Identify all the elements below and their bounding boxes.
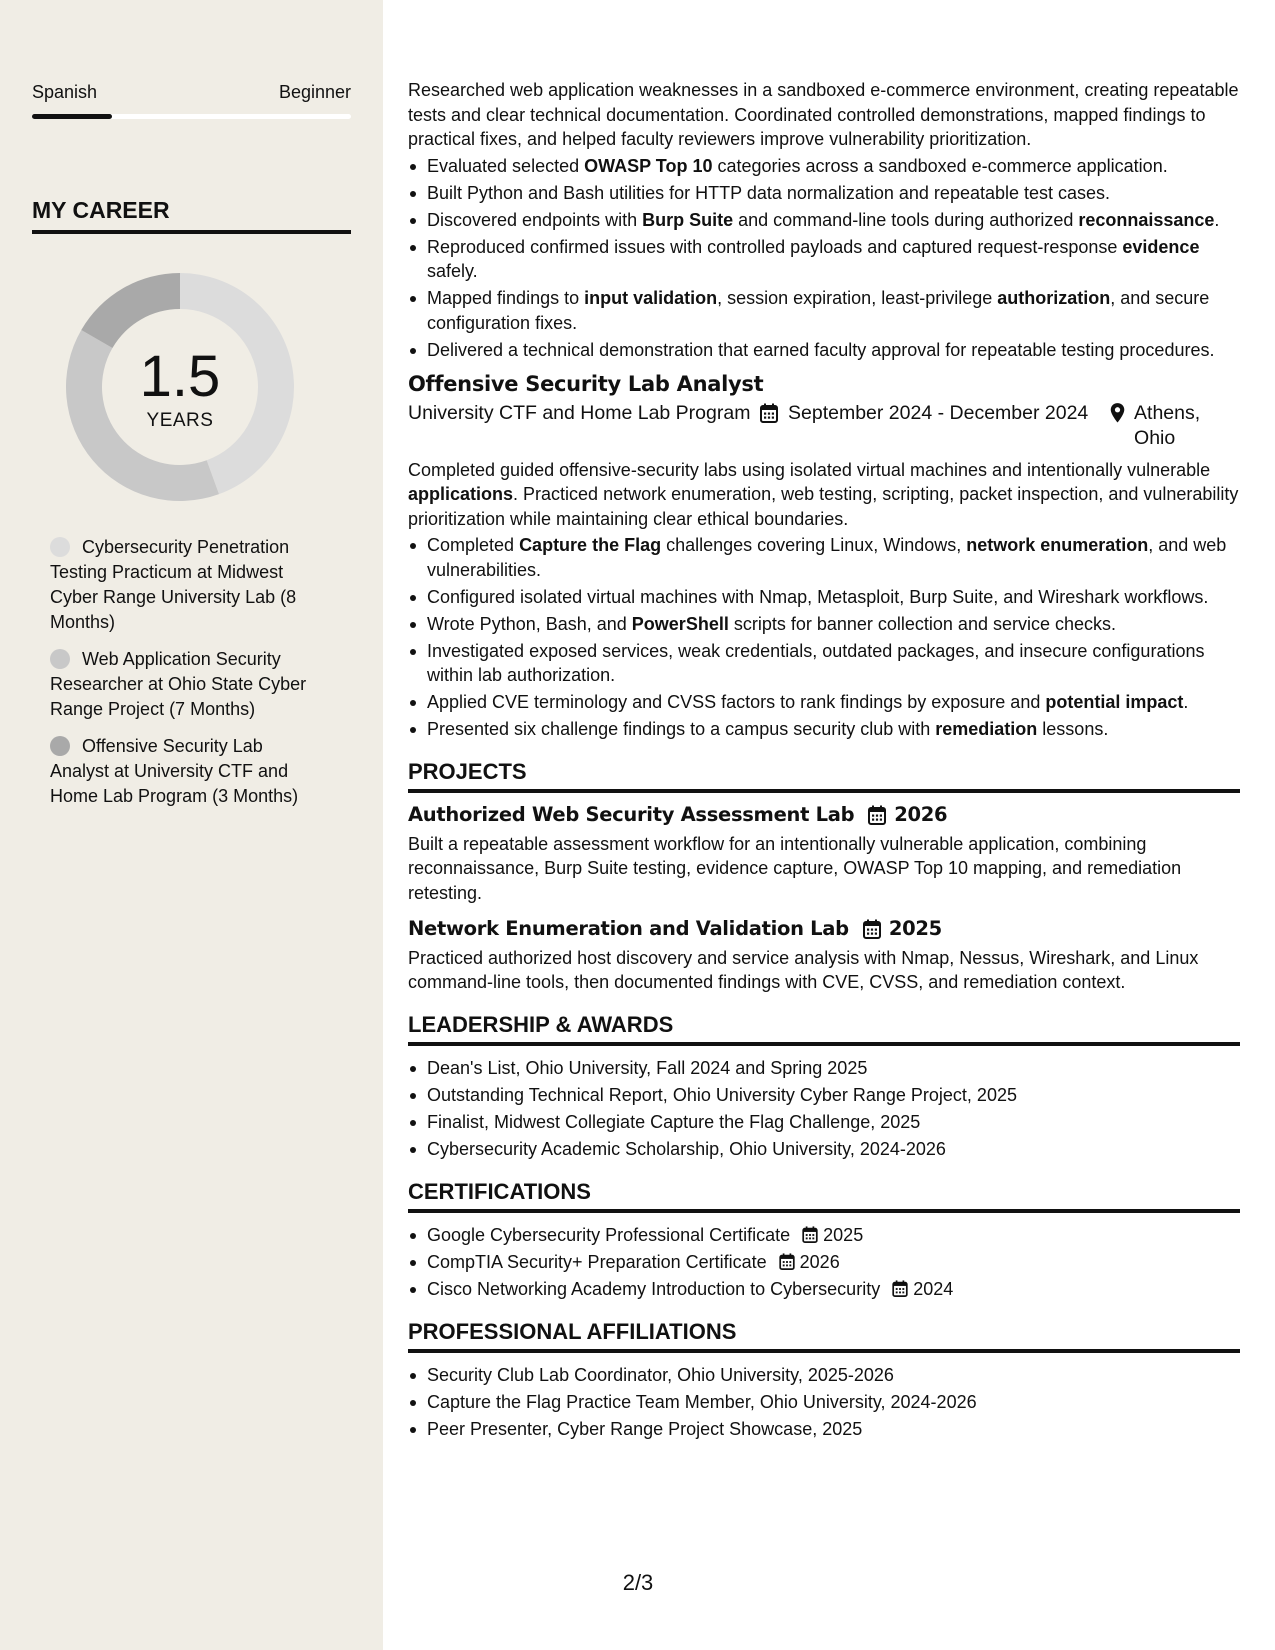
sidebar — [0, 0, 383, 1650]
certifications-section — [408, 1180, 1240, 1302]
project-item — [408, 803, 1240, 905]
affiliations-section — [408, 1320, 1240, 1442]
certification-date — [802, 1225, 863, 1245]
bullet-item: Applied CVE terminology and CVSS factors to rank findings by exposure and potential impact. — [408, 690, 1240, 715]
career-item-text: Cybersecurity Penetration Testing Practicum at Midwest Cyber Range University Lab (8 Months) — [50, 537, 297, 632]
role-meta — [408, 401, 1240, 451]
career-legend-dot — [50, 736, 70, 756]
certification-year: 2024 — [913, 1279, 954, 1299]
project-year: 2025 — [888, 917, 942, 940]
career-total-unit: YEARS — [146, 410, 214, 431]
role-summary: Completed guided offensive-security labs using isolated virtual machines and intentionally vulnerable applications. Practiced network enumeration, web testing, scripting, packet inspection, and vulnerability prioritization while maintaining clear ethical boundaries. — [408, 459, 1239, 529]
calendar-icon — [802, 1226, 818, 1243]
list-item: Capture the Flag Practice Team Member, Ohio University, 2024-2026 — [408, 1390, 1240, 1415]
language-level-bar — [32, 114, 351, 119]
affiliations-list — [408, 1363, 1240, 1442]
emphasis: evidence — [1122, 236, 1200, 257]
bullet-item: Built Python and Bash utilities for HTTP data normalization and repeatable test cases. — [408, 181, 1240, 206]
language-name: Spanish — [32, 82, 98, 102]
emphasis: PowerShell — [631, 613, 729, 634]
language-row — [32, 82, 351, 103]
list-item: Outstanding Technical Report, Ohio University Cyber Range Project, 2025 — [408, 1083, 1240, 1108]
bullet-item: Completed Capture the Flag challenges covering Linux, Windows, network enumeration, and web vulnerabilities. — [408, 533, 1240, 582]
role-dates — [760, 401, 1110, 451]
emphasis: applications — [408, 484, 514, 504]
project-item — [408, 917, 1240, 995]
emphasis: input validation — [584, 288, 718, 308]
career-legend-dot — [50, 649, 70, 669]
emphasis: Capture the Flag — [519, 535, 662, 555]
certifications-list — [408, 1223, 1240, 1302]
project-title-text: Network Enumeration and Validation Lab — [408, 917, 849, 940]
certification-name: CompTIA Security+ Preparation Certificate — [427, 1252, 767, 1272]
language-level: Beginner — [278, 82, 351, 102]
list-item — [408, 1277, 1240, 1302]
list-item — [408, 1250, 1240, 1275]
role-location — [1110, 401, 1240, 451]
role-bullets — [408, 533, 1240, 742]
list-item — [408, 1223, 1240, 1248]
leadership-section — [408, 1013, 1240, 1162]
list-item: Peer Presenter, Cyber Range Project Showcase, 2025 — [408, 1417, 1240, 1442]
emphasis: reconnaissance — [1078, 209, 1215, 230]
projects-section — [408, 760, 1240, 995]
map-pin-icon — [1110, 402, 1125, 424]
section-heading: PROJECTS — [408, 760, 1240, 794]
certification-year: 2025 — [823, 1225, 864, 1245]
career-legend-dot — [50, 537, 70, 557]
emphasis: authorization — [997, 288, 1111, 308]
bullet-item: Reproduced confirmed issues with controlled payloads and captured request-response evidence safely. — [408, 235, 1240, 284]
certification-date — [779, 1252, 840, 1272]
certification-year: 2026 — [799, 1252, 840, 1272]
calendar-icon — [760, 403, 778, 423]
calendar-icon — [779, 1253, 795, 1270]
list-item: Security Club Lab Coordinator, Ohio University, 2025-2026 — [408, 1363, 1240, 1388]
bullet-item: Investigated exposed services, weak credentials, outdated packages, and insecure configurations within lab authorization. — [408, 639, 1240, 688]
emphasis: OWASP Top 10 — [584, 155, 713, 176]
bullet-item: Delivered a technical demonstration that earned faculty approval for repeatable testing procedures. — [408, 338, 1240, 363]
career-item — [50, 734, 320, 809]
project-description: Practiced authorized host discovery and service analysis with Nmap, Nessus, Wireshark, and Linux command-line tools, then documented findings with CVE, CVSS, and remediation context. — [408, 947, 1199, 992]
emphasis: Burp Suite — [642, 209, 734, 230]
bullet-item: Wrote Python, Bash, and PowerShell scripts for banner collection and service checks. — [408, 612, 1240, 637]
bullet-item: Discovered endpoints with Burp Suite and command-line tools during authorized reconnaissance. — [408, 208, 1240, 233]
section-heading: PROFESSIONAL AFFILIATIONS — [408, 1320, 1240, 1354]
donut-slice-3 — [81, 273, 180, 348]
experience-previous-role — [408, 78, 1240, 362]
bullet-item: Evaluated selected OWASP Top 10 categories across a sandboxed e-commerce application. — [408, 154, 1240, 179]
bullet-item: Mapped findings to input validation, session expiration, least-privilege authorization, and secure configuration fixes. — [408, 286, 1240, 335]
role-organization: University CTF and Home Lab Program — [408, 401, 751, 424]
calendar-icon — [863, 919, 881, 939]
main-content — [408, 78, 1240, 1444]
emphasis: remediation — [935, 719, 1038, 739]
career-item-text: Offensive Security Lab Analyst at University CTF and Home Lab Program (3 Months) — [50, 736, 299, 806]
calendar-icon — [892, 1280, 908, 1297]
list-item: Finalist, Midwest Collegiate Capture the Flag Challenge, 2025 — [408, 1110, 1240, 1135]
list-item: Cybersecurity Academic Scholarship, Ohio University, 2024-2026 — [408, 1137, 1240, 1162]
career-list — [50, 535, 320, 821]
list-item: Dean's List, Ohio University, Fall 2024 and Spring 2025 — [408, 1056, 1240, 1081]
career-item — [50, 647, 320, 722]
project-title-text: Authorized Web Security Assessment Lab — [408, 803, 855, 826]
project-year: 2026 — [894, 803, 948, 826]
page-number: 2/3 — [622, 1570, 654, 1595]
section-heading: LEADERSHIP & AWARDS — [408, 1013, 1240, 1047]
bullet-item: Configured isolated virtual machines with Nmap, Metasploit, Burp Suite, and Wireshark workflows. — [408, 585, 1240, 610]
career-total-value: 1.5 — [139, 344, 221, 409]
career-item — [50, 535, 320, 635]
certification-name: Google Cybersecurity Professional Certificate — [427, 1225, 791, 1245]
section-heading: CERTIFICATIONS — [408, 1180, 1240, 1214]
project-title — [408, 917, 1240, 942]
project-description: Built a repeatable assessment workflow for an intentionally vulnerable application, combining reconnaissance, Burp Suite testing, evidence capture, OWASP Top 10 mapping, and remediation retesting. — [408, 833, 1182, 903]
calendar-icon — [868, 805, 886, 825]
role-bullets — [408, 154, 1240, 363]
career-item-text: Web Application Security Researcher at Ohio State Cyber Range Project (7 Months) — [50, 649, 307, 719]
role-summary: Researched web application weaknesses in a sandboxed e-commerce environment, creating repeatable tests and clear technical documentation. Coordinated controlled demonstrations, mapped findings to practical fixes, and helped faculty reviewers improve vulnerability prioritization. — [408, 80, 1239, 149]
experience-role — [408, 372, 1240, 742]
language-level-fill — [32, 114, 112, 119]
project-title — [408, 803, 1240, 828]
leadership-list — [408, 1056, 1240, 1162]
certification-name: Cisco Networking Academy Introduction to Cybersecurity — [427, 1279, 881, 1299]
bullet-item: Presented six challenge findings to a campus security club with remediation lessons. — [408, 717, 1240, 742]
career-heading: MY CAREER — [32, 197, 351, 234]
role-title: Offensive Security Lab Analyst — [408, 372, 764, 396]
role-location-text: Athens, Ohio — [1134, 401, 1201, 449]
emphasis: potential impact — [1045, 692, 1184, 712]
emphasis: network enumeration — [966, 535, 1149, 555]
certification-date — [892, 1279, 953, 1299]
role-dates-text: September 2024 - December 2024 — [788, 401, 1089, 424]
